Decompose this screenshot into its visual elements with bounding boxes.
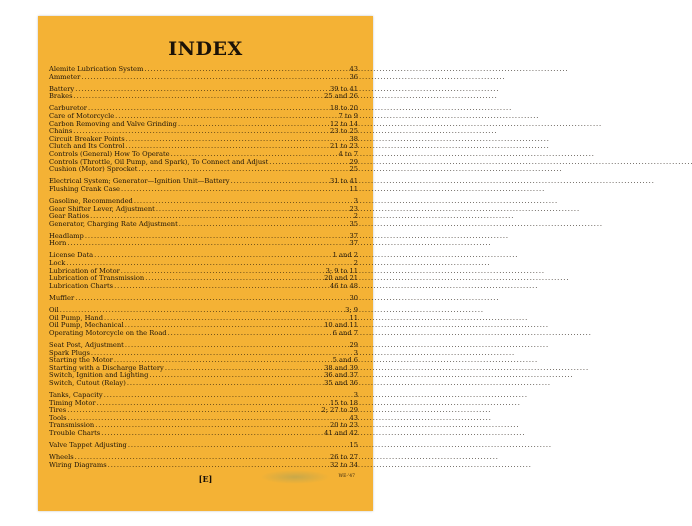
dot-leader	[121, 186, 349, 194]
index-group	[49, 454, 358, 469]
entry-pages: 4 to 7	[338, 149, 358, 158]
dot-leader	[67, 240, 348, 248]
dot-leader	[81, 74, 348, 82]
dot-leader	[127, 380, 323, 388]
entry-pages: 21 to 23	[330, 142, 358, 151]
entry-label: Oil Pump, Hand	[49, 313, 103, 322]
entry-pages: 2	[353, 212, 358, 221]
index-entry	[49, 295, 358, 303]
entry-pages: 41 and 42	[324, 428, 358, 437]
index-group	[49, 342, 358, 388]
entry-label: Brakes	[49, 92, 73, 101]
entry-label: Oil Pump, Mechanical	[49, 321, 124, 330]
index-group	[49, 442, 358, 450]
index-entry	[49, 380, 358, 388]
entry-pages: 11	[349, 184, 358, 193]
index-group	[49, 66, 358, 81]
entry-pages: 25 and 26	[324, 92, 358, 101]
entry-label: Seat Post, Adjustment	[49, 340, 124, 349]
entry-label: Wiring Diagrams	[49, 460, 107, 469]
page-title: INDEX	[168, 38, 243, 60]
dot-leader	[74, 93, 324, 101]
entry-label: Spark Plugs	[49, 348, 90, 357]
index-page	[38, 16, 373, 511]
entry-label: Ammeter	[49, 72, 81, 81]
entry-label: Clutch and Its Control	[49, 142, 125, 151]
index-entry	[49, 442, 358, 450]
entry-pages: 15	[349, 441, 358, 450]
index-group	[49, 392, 358, 438]
entry-pages: 11	[349, 313, 358, 322]
print-code: WE-'47	[338, 474, 355, 479]
entry-label: Controls (General) How To Operate	[49, 149, 170, 158]
entry-label: Lubrication of Transmission	[49, 274, 145, 283]
entry-label: Care of Motorcycle	[49, 111, 115, 120]
entry-pages: 43	[349, 413, 358, 422]
entry-label: Switch, Cutout (Relay)	[49, 378, 126, 387]
entry-pages: 32 to 34	[330, 460, 358, 469]
entry-pages: 15 to 18	[330, 398, 358, 407]
index-group	[49, 307, 358, 337]
index-entry	[49, 240, 358, 248]
index-list	[49, 66, 358, 474]
entry-pages: 20 and 21	[324, 274, 358, 283]
index-group	[49, 252, 358, 290]
entry-pages: 29	[349, 157, 358, 166]
entry-label: Chains	[49, 127, 73, 136]
entry-label: Carburetor	[49, 104, 87, 113]
entry-label: Gear Ratios	[49, 212, 90, 221]
entry-pages: 35 and 36	[324, 378, 358, 387]
entry-pages: 3; 9	[345, 306, 358, 315]
entry-pages: 12 to 14	[330, 119, 358, 128]
entry-label: Starting with a Discharge Battery	[49, 363, 164, 372]
entry-label: Trouble Charts	[49, 428, 101, 437]
dot-leader	[138, 166, 348, 174]
entry-label: Tires	[49, 406, 67, 415]
entry-pages: 20 to 23	[330, 421, 358, 430]
entry-pages: 46 to 48	[330, 281, 358, 290]
dot-leader	[101, 430, 323, 438]
entry-label: Operating Motorcycle on the Road	[49, 328, 167, 337]
index-group	[49, 295, 358, 303]
entry-pages: 3; 9 to 11	[325, 266, 358, 275]
index-group	[49, 198, 358, 228]
entry-pages: 35	[349, 219, 358, 228]
entry-label: Gasoline, Recommended	[49, 196, 133, 205]
entry-label: Controls (Throttle, Oil Pump, and Spark), To Connect and Adjust	[49, 157, 269, 166]
entry-pages: 5 and 6	[332, 356, 358, 365]
index-entry	[49, 330, 358, 338]
entry-label: Battery	[49, 84, 75, 93]
entry-label: Horn	[49, 239, 67, 248]
index-group	[49, 105, 358, 173]
entry-label: Wheels	[49, 453, 74, 462]
index-entry	[49, 74, 358, 82]
entry-label: Lubrication of Motor	[49, 266, 120, 275]
entry-label: Alemite Lubrication System	[49, 65, 144, 73]
dot-leader	[114, 283, 329, 291]
entry-pages: 23	[349, 204, 358, 213]
entry-label: Oil	[49, 306, 59, 315]
entry-pages: 31 to 41	[330, 177, 358, 186]
entry-pages: 2; 27 to 29	[321, 406, 358, 415]
entry-pages: 6 and 7	[332, 328, 358, 337]
entry-pages: 3	[353, 196, 358, 205]
entry-label: Electrical System; Generator—Ignition Unit—Battery	[49, 177, 230, 186]
entry-label: Circuit Breaker Points	[49, 134, 125, 143]
dot-leader	[128, 442, 349, 450]
entry-pages: 26 to 27	[330, 453, 358, 462]
index-entry	[49, 93, 358, 101]
entry-label: Cushion (Motor) Sprocket	[49, 165, 138, 174]
entry-label: Tools	[49, 413, 67, 422]
index-entry	[49, 186, 358, 194]
entry-label: Flushing Crank Case	[49, 184, 120, 193]
entry-pages: 38 and 39	[324, 363, 358, 372]
dot-leader	[179, 221, 349, 229]
index-entry	[49, 166, 358, 174]
entry-label: Transmission	[49, 421, 95, 430]
entry-pages: 23 to 25	[330, 127, 358, 136]
entry-label: Carbon Removing and Valve Grinding	[49, 119, 177, 128]
entry-pages: 1 and 2	[332, 251, 358, 260]
entry-pages: 2	[353, 259, 358, 268]
entry-label: Headlamp	[49, 231, 84, 240]
page-marker: [E]	[198, 474, 213, 484]
dot-leader	[75, 295, 348, 303]
entry-pages: 38	[349, 134, 358, 143]
entry-label: License Data	[49, 251, 94, 260]
entry-pages: 25	[349, 165, 358, 174]
index-group	[49, 86, 358, 101]
index-group	[49, 178, 358, 193]
index-entry	[49, 462, 358, 470]
entry-pages: 37	[349, 239, 358, 248]
entry-label: Generator, Charging Rate Adjustment	[49, 219, 178, 228]
entry-label: Tanks, Capacity	[49, 390, 103, 399]
entry-pages: 10 and 11	[324, 321, 358, 330]
entry-pages: 37	[349, 231, 358, 240]
entry-pages: 29	[349, 340, 358, 349]
entry-label: Timing Motor	[49, 398, 96, 407]
entry-pages: 39 to 41	[330, 84, 358, 93]
entry-label: Gear Shifter Lever, Adjustment	[49, 204, 155, 213]
entry-label: Muffler	[49, 293, 75, 302]
entry-pages: 7 to 9	[338, 111, 358, 120]
entry-pages: 43	[349, 65, 358, 73]
index-entry	[49, 221, 358, 229]
entry-pages: 36 and 37	[324, 371, 358, 380]
entry-label: Switch, Ignition and Lighting	[49, 371, 149, 380]
entry-label: Valve Tappet Adjusting	[49, 441, 127, 450]
dot-leader	[108, 462, 329, 470]
index-entry	[49, 283, 358, 291]
entry-label: Starting the Motor	[49, 356, 113, 365]
entry-label: Lock	[49, 259, 66, 268]
index-entry	[49, 430, 358, 438]
entry-pages: 3	[353, 390, 358, 399]
index-group	[49, 233, 358, 248]
entry-pages: 30	[349, 293, 358, 302]
entry-pages: 18 to 20	[330, 104, 358, 113]
entry-label: Lubrication Charts	[49, 281, 114, 290]
entry-pages: 36	[349, 72, 358, 81]
entry-pages: 3	[353, 348, 358, 357]
dot-leader	[168, 330, 332, 338]
